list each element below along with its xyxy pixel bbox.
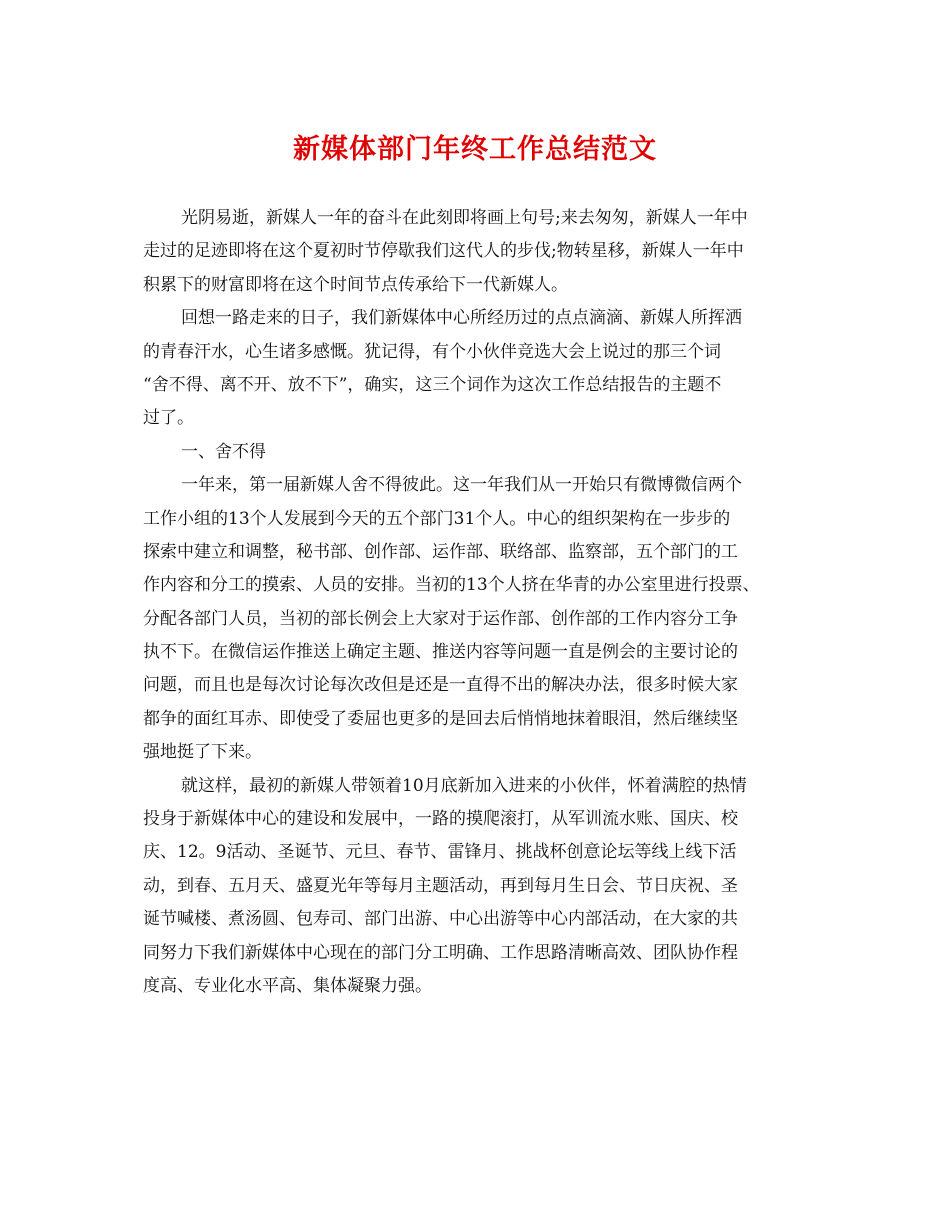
text-line: 回想一路走来的日子，我们新媒体中心所经历过的点点滴滴、新媒人所挥洒 <box>181 308 742 329</box>
text-line: 执不下。在微信运作推送上确定主题、推送内容等问题一直是例会的主要讨论的 <box>143 642 738 663</box>
document-body <box>143 202 815 1003</box>
text-line: 工作小组的13个人发展到今天的五个部门31个人。中心的组织架构在一步步的 <box>143 508 731 529</box>
text-line: 的青春汗水，心生诸多感慨。犹记得，有个小伙伴竞选大会上说过的那三个词 <box>143 341 721 362</box>
text-line: “舍不得、离不开、放不下”，确实，这三个词作为这次工作总结报告的主题不 <box>143 374 722 395</box>
text-line: 一、舍不得 <box>181 441 266 462</box>
text-line: 问题，而且也是每次讨论每次改但是还是一直得不出的解决办法，很多时候大家 <box>143 675 738 696</box>
text-line: 强地挺了下来。 <box>143 742 262 763</box>
text-line: 分配各部门人员，当初的部长例会上大家对于运作部、创作部的工作内容分工争 <box>143 608 738 629</box>
text-line: 同努力下我们新媒体中心现在的部门分工明确、工作思路清晰高效、团队协作程 <box>143 942 738 963</box>
text-line: 诞节喊楼、煮汤圆、包寿司、部门出游、中心出游等中心内部活动，在大家的共 <box>143 909 738 930</box>
text-line: 都争的面红耳赤、即使受了委屈也更多的是回去后悄悄地抹着眼泪，然后继续坚 <box>143 708 738 729</box>
text-line: 光阴易逝，新媒人一年的奋斗在此刻即将画上句号;来去匆匆，新媒人一年中 <box>181 208 748 228</box>
text-line: 作内容和分工的摸索、人员的安排。当初的13个人挤在华青的办公室里进行投票、 <box>143 575 760 596</box>
text-line: 庆、12。9活动、圣诞节、元旦、春节、雷锋月、挑战杯创意论坛等线上线下活 <box>143 842 737 863</box>
text-line: 就这样，最初的新媒人带领着10月底新加入进来的小伙伴，怀着满腔的热情 <box>181 775 747 796</box>
document-title: 新媒体部门年终工作总结范文 <box>293 134 657 165</box>
text-line: 走过的足迹即将在这个夏初时节停歇我们这代人的步伐;物转星移，新媒人一年中 <box>143 241 744 262</box>
text-line: 积累下的财富即将在这个时间节点传承给下一代新媒人。 <box>143 274 568 295</box>
text-line: 探索中建立和调整，秘书部、创作部、运作部、联络部、监察部，五个部门的工 <box>143 541 738 562</box>
text-line: 动，到春、五月天、盛夏光年等每月主题活动，再到每月生日会、节日庆祝、圣 <box>143 875 738 896</box>
text-line: 过了。 <box>143 408 194 429</box>
text-line: 度高、专业化水平高、集体凝聚力强。 <box>143 975 432 996</box>
text-line: 一年来，第一届新媒人舍不得彼此。这一年我们从一开始只有微博微信两个 <box>181 475 742 496</box>
text-line: 投身于新媒体中心的建设和发展中，一路的摸爬滚打，从军训流水账、国庆、校 <box>143 809 738 830</box>
